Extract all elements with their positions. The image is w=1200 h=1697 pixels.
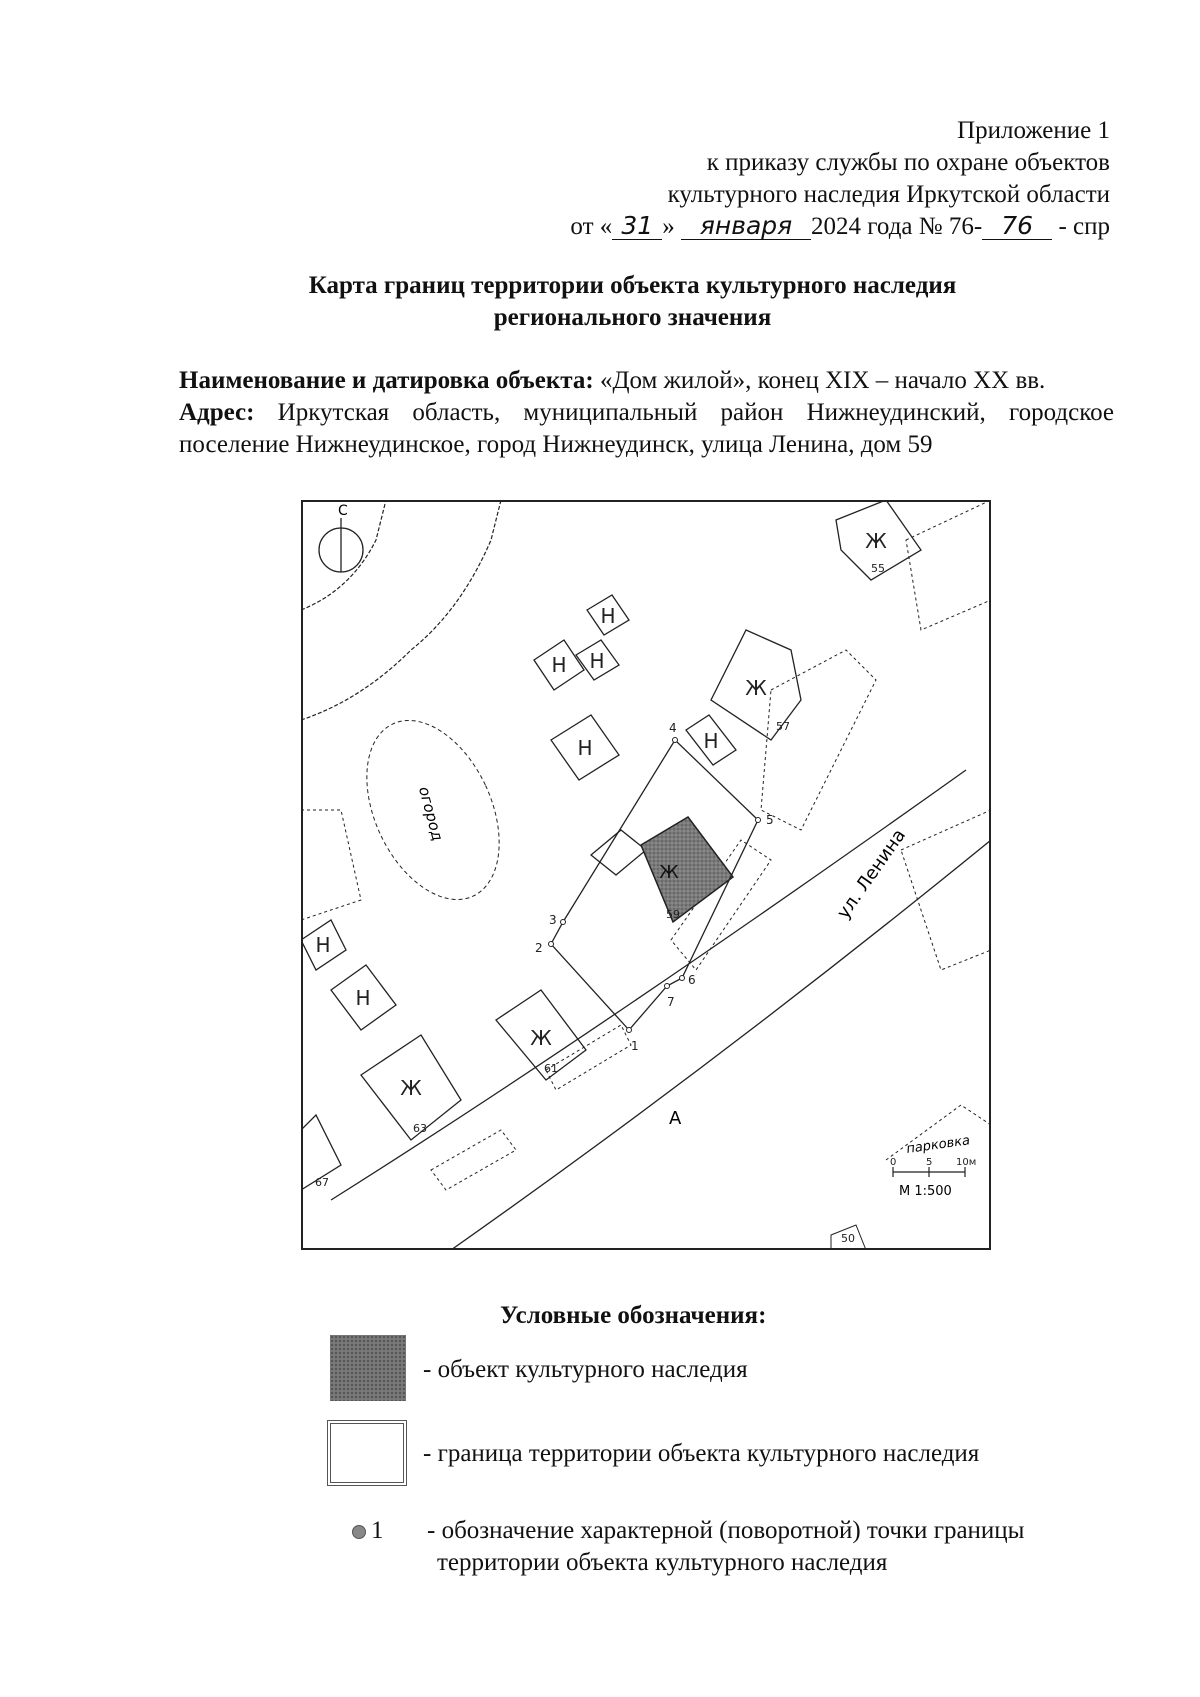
date-mid: » xyxy=(662,213,675,240)
mark-zh: Ж xyxy=(530,1026,552,1050)
legend-point-line-1: - обозначение характерной (поворотной) точки границы xyxy=(427,1517,1025,1544)
boundary-point xyxy=(680,976,685,981)
appendix-label: Приложение 1 xyxy=(957,117,1110,144)
parking-label: парковка xyxy=(905,1133,971,1157)
scale-label: М 1:500 xyxy=(899,1184,952,1199)
legend-item-heritage: - объект культурного наследия xyxy=(423,1356,748,1383)
mark-zh: Ж xyxy=(865,529,887,553)
mark-n: Н xyxy=(355,986,371,1010)
scale-tick: 5 xyxy=(926,1157,933,1168)
boundary-point-label: 1 xyxy=(631,1039,639,1053)
boundary-point xyxy=(561,920,566,925)
garden-label: огород xyxy=(414,784,447,843)
boundary-map xyxy=(301,500,991,1250)
house-number: 59 xyxy=(666,908,680,921)
heritage-mark: Ж xyxy=(659,862,679,883)
street-label: ул. Ленина xyxy=(832,825,911,923)
house-number: 63 xyxy=(413,1122,427,1135)
date-line xyxy=(570,211,1110,243)
order-number: 76 xyxy=(982,213,1052,240)
legend-item-point xyxy=(427,1515,1024,1579)
boundary-point-label: 3 xyxy=(549,913,557,927)
mark-n: Н xyxy=(600,604,616,628)
address-label: Адрес: xyxy=(179,399,255,426)
map-frame xyxy=(302,501,990,1249)
order-line: к приказу службы по охране объектов xyxy=(706,149,1110,176)
date-day: 31 xyxy=(612,213,662,240)
house-number: 50 xyxy=(841,1232,855,1245)
house-number: 57 xyxy=(776,720,790,733)
boundary-point xyxy=(665,984,670,989)
scale-tick: 10м xyxy=(956,1157,977,1168)
boundary-swatch xyxy=(327,1420,407,1486)
boundary-point-label: 4 xyxy=(669,721,677,735)
boundary-point xyxy=(673,738,678,743)
object-info xyxy=(179,365,1114,461)
boundary-point xyxy=(756,818,761,823)
scale-tick: 0 xyxy=(890,1157,897,1168)
order-suffix: - спр xyxy=(1058,213,1110,240)
legend-title: Условные обозначения: xyxy=(500,1302,767,1329)
legend-item-boundary: - граница территории объекта культурного наследия xyxy=(423,1440,980,1467)
house-number: 55 xyxy=(871,562,885,575)
legend-point-number: 1 xyxy=(371,1517,384,1544)
date-month: января xyxy=(681,213,811,240)
address-line-2: поселение Нижнеудинское, город Нижнеудинск, улица Ленина, дом 59 xyxy=(179,431,933,458)
date-prefix: от « xyxy=(570,213,613,240)
boundary-point-label: 7 xyxy=(667,995,675,1009)
legend-point-line-2: территории объекта культурного наследия xyxy=(437,1549,888,1576)
point-marker-icon xyxy=(352,1525,366,1539)
agency-line: культурного наследия Иркутской области xyxy=(667,181,1110,208)
mark-n: Н xyxy=(551,653,567,677)
boundary-point-label: 2 xyxy=(535,941,543,955)
mark-n: Н xyxy=(577,736,593,760)
mark-zh: Ж xyxy=(745,676,767,700)
boundary-point-label: 5 xyxy=(766,813,774,827)
house-number: 67 xyxy=(315,1176,329,1189)
boundary-point xyxy=(549,942,554,947)
address-line-1: Иркутская область, муниципальный район Нижнеудинский, городское xyxy=(277,399,1115,426)
boundary-point-label: 6 xyxy=(688,973,696,987)
date-year: 2024 года № 76- xyxy=(811,213,983,240)
page-title xyxy=(160,270,1105,334)
north-label: С xyxy=(338,503,348,519)
object-name-label: Наименование и датировка объекта: xyxy=(179,367,594,394)
heritage-swatch xyxy=(330,1335,406,1401)
object-name-value: «Дом жилой», конец XIX – начало XX вв. xyxy=(599,367,1046,394)
address-row xyxy=(179,397,1114,429)
mark-zh: Ж xyxy=(400,1076,422,1100)
road-letter: А xyxy=(669,1108,682,1129)
title-line-2: регионального значения xyxy=(493,304,772,331)
document-header xyxy=(570,115,1110,243)
mark-n: Н xyxy=(589,649,605,673)
title-line-1: Карта границ территории объекта культурного наследия xyxy=(308,272,957,299)
mark-n: Н xyxy=(315,933,331,957)
boundary-point xyxy=(627,1028,632,1033)
house-number: 61 xyxy=(544,1062,558,1075)
object-name-row xyxy=(179,365,1114,397)
mark-n: Н xyxy=(703,729,719,753)
